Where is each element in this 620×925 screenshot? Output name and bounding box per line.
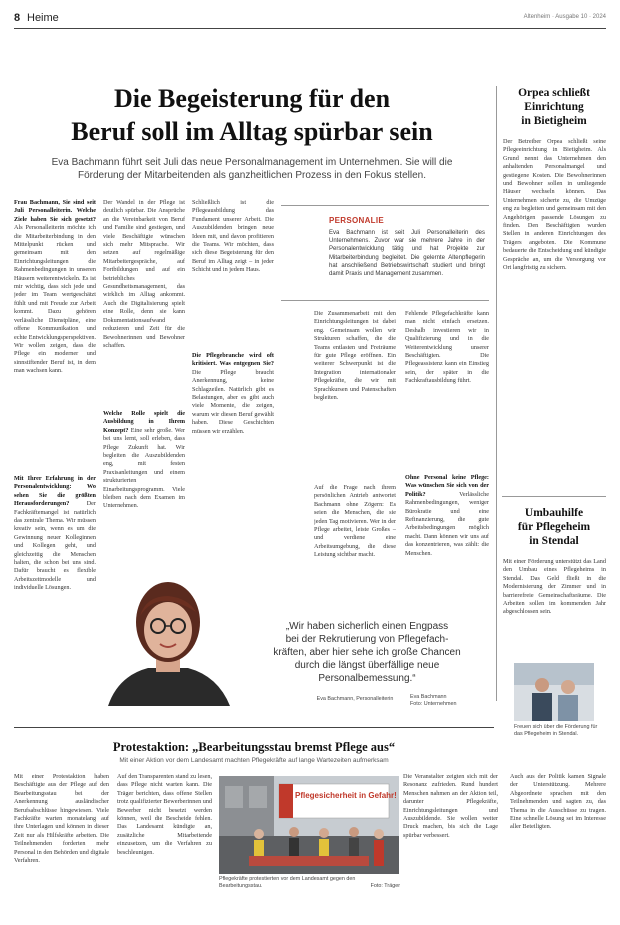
title-line: Umbauhilfe (524, 507, 584, 519)
article-text: Auf die Frage nach ihrem persönlichen Antrieb antwortet Bachmann ohne Zögern: Es seien die Menschen, die sie jeden Tag motivieren. Wer in der Pflege arbeitet, leiste Großes – und verdiene eine Arbeitsumgebung, die diese Leistung sichtbar macht. (314, 484, 396, 559)
protest-photo (219, 776, 399, 874)
portrait-credit: Foto: Unternehmen (410, 701, 457, 707)
protest-photo-credit: Foto: Träger (370, 883, 400, 889)
interview-answer: Als Personalleiterin möchte ich die Mitarbeiterbindung in den Mittelpunkt rücken und gemeinsam mit den Einrichtungsleitungen die Rahmenbedingungen in unseren Häusern weiterentwickeln. Es ist mir wichtig, dass sich jede und jeder im Team wertgeschätzt fühlt und mit Freude zur Arbeit kommt. Dazu gehören verlässliche Dienstpläne, eine offene Kommunikation und echte Entwicklungsperspektiven. Wir wollen zeigen, dass die Pflege ein moderner und sinnstiftender Beruf ist, in dem man wachsen kann. (14, 224, 96, 375)
protest-image (219, 776, 399, 874)
quote-attribution: Eva Bachmann, Personalleiterin (316, 696, 394, 702)
protest-photo-caption: Pflegekräfte protestierten vor dem Landesamt gegen den Bearbeitungsstau. (219, 876, 356, 889)
sidebar-photo-caption: Freuen sich über die Förderung für das Pflegeheim in Stendal. (514, 724, 598, 737)
quote-line: kräften, aber hier sehe ich große Chancen (273, 647, 461, 658)
headline-line-2: Beruf soll im Alltag spürbar sein (71, 117, 433, 146)
bottom-headline: Protestaktion: „Bearbeitungsstau bremst Pflege aus“ (112, 740, 396, 754)
portrait-caption (410, 694, 490, 708)
bottom-column-1: Mit einer Protestaktion haben Beschäftigte aus der Pflege auf den Bearbeitungsstau bei der Anerkennung ausländischer Berufsabschlüsse hingewiesen. Viele Fachkräfte warten monatelang auf ihre Unterlagen und können in dieser Zeit nur als Hilfskräfte arbeiten. Die Teilnehmenden forderten mehr Personal in den Behörden und digitale Verfahren. (14, 773, 109, 865)
bottom-column-3: Die Veranstalter zeigten sich mit der Resonanz zufrieden. Rund hundert Menschen nahmen an der Aktion teil, darunter Pflegekräfte, Einrichtungsleitungen und Auszubildende. Sie wollen weiter Druck machen, bis sich die Lage spürbar verbessert. (403, 773, 498, 839)
article-column-3b (192, 352, 274, 572)
sidebar-story-1-title (502, 86, 606, 128)
title-line: Orpea schließt (518, 87, 590, 99)
interview-answer: Die Pflege braucht Anerkennung, keine Schlagzeilen. Natürlich gibt es Belastungen, aber es gibt auch viele Momente, die zeigen, warum wir diesen Beruf gewählt haben. Diese Geschichten müssen wir erzählen. (192, 368, 274, 435)
section-name: Heime (27, 12, 59, 24)
personalie-heading: PERSONALIE (329, 216, 385, 225)
sidebar-story-1-body: Der Betreiber Orpea schließt seine Pflegeeinrichtung in Bietigheim. Als Grund nennt das Unternehmen den anhaltenden Personalmangel und gestiegene Kosten. Die Bewohnerinnen und Bewohner sollen in umliegende Häuser wechseln können. Das Unternehmen sicherte zu, die Umzüge eng zu begleiten und gemeinsam mit den Angehörigen passende Lösungen zu finden. Den Beschäftigten wurden Stellen in anderen Einrichtungen des Trägers angeboten. Die Kommune bedauerte die Entscheidung und kündigte Gespräche an, um die Versorgung vor Ort langfristig zu sichern. (503, 138, 606, 272)
interview-answer: Eine sehr große. Wer bei uns lernt, soll erleben, dass Pflege Zukunft hat. Wir begleiten die Auszubildenden eng, mit festen Praxisanleitungen und einem strukturierten Einarbeitungsprogramm. Viele bleiben nach dem Examen im Unternehmen. (103, 426, 185, 510)
personalie-text: Eva Bachmann ist seit Juli Personalleiterin des Unternehmens. Zuvor war sie mehrere Jahre in der Personalentwicklung tätig und hat Projekte zur Mitarbeiterbindung begleitet. Die gelernte Altenpflegerin hat anschließend Betriebswirtschaft studiert und bringt damit Praxis und Management zusammen. (329, 230, 485, 278)
page-number: 8 (14, 12, 21, 24)
article-text: Der Wandel in der Pflege ist deutlich spürbar. Die Ansprüche an die Vereinbarkeit von Beruf und Familie sind gestiegen, und viele Beschäftigte wünschen sich mehr Mitsprache. Wir setzen auf regelmäßige Mitarbeitergespräche, auf Fortbildungen und auf ein betriebliches Gesundheitsmanagement, das wirklich im Alltag ankommt. Auch die Digitalisierung spielt eine Rolle, denn sie kann Dokumentationsaufwand reduzieren und Zeit für die Bewohnerinnen und Bewohner schaffen. (103, 199, 185, 349)
headline-line-1: Die Begeisterung für den (113, 84, 391, 113)
article-column-1b (14, 475, 96, 693)
quote-line: bei der Rekrutierung von Pflegefach- (285, 634, 449, 645)
sidebar-image (514, 663, 594, 721)
portrait-image (98, 566, 238, 706)
article-column-4b (314, 484, 396, 584)
interview-answer: Verlässliche Rahmenbedingungen, weniger Bürokratie und eine Refinanzierung, die gute Arbeitsbedingungen möglich macht. Dann können wir uns auf das konzentrieren, was zählt: die Menschen. (405, 490, 489, 557)
header-rule (14, 28, 606, 29)
header-info: Altenheim · Ausgabe 10 · 2024 (523, 14, 606, 20)
standfirst-line-2: Förderung der Mitarbeitenden als ganzheitlichen Prozess in den Fokus stellen. (78, 170, 426, 181)
article-column-2 (103, 199, 185, 409)
interview-question: Die Pflegebranche wird oft kritisiert. Was entgegnen Sie? (192, 352, 274, 368)
bottom-column-2: Auf den Transparenten stand zu lesen, dass Pflege nicht warten kann. Die Träger berichten, dass offene Stellen trotz qualifizierter Bewerberinnen und Bewerber nicht besetzt werden können, weil die Bescheide fehlen. Das Landesamt kündigte an, zusätzliche Mitarbeitende einzusetzen, um die Verfahren zu beschleunigen. (117, 773, 212, 856)
title-line: in Stendal (529, 535, 579, 547)
headline (14, 82, 490, 148)
sidebar-story-2-title (502, 506, 606, 548)
banner-text: Pflegesicherheit in Gefahr! (295, 791, 397, 800)
article-text: Die Zusammenarbeit mit den Einrichtungsleitungen ist dabei eng. Gemeinsam wollen wir Strukturen schaffen, die die Teams entlasten und Freiräume für gute Pflege eröffnen. Ein weiterer Schwerpunkt ist die Integration internationaler Pflegekräfte, die wir mit Sprachkursen und Patenschaften begleiten. (314, 310, 396, 402)
quote-line: Personalbemessung.“ (318, 673, 416, 684)
portrait-caption-name: Eva Bachmann (410, 694, 447, 700)
standfirst-line-1: Eva Bachmann führt seit Juli das neue Personalmanagement im Unternehmen. Sie will die (51, 157, 453, 168)
quote-line: durch die längst überfällige neue (294, 660, 440, 671)
article-column-1 (14, 199, 96, 471)
title-line: Einrichtung (524, 101, 584, 113)
article-column-3 (192, 199, 274, 349)
bottom-section-rule (14, 727, 494, 728)
bottom-column-4: Auch aus der Politik kamen Signale der Unterstützung. Mehrere Abgeordnete sprachen mit den Teilnehmenden und sagten zu, das Thema in die Ausschüsse zu tragen. Eine schnelle Lösung sei im Interesse aller Beteiligten. (510, 773, 606, 831)
article-column-5 (405, 310, 489, 470)
interview-answer: Der Fachkräftemangel ist natürlich das zentrale Thema. Wir müssen kreativ sein, wenn es um die Gewinnung neuer Kolleginnen und Kollegen geht, und gleichzeitig die Menschen halten, die schon bei uns sind. Dafür braucht es flexible Arbeitszeitmodelle und individuelle Lösungen. (14, 500, 96, 592)
interview-question: Ohne Personal keine Pflege: Was wünschen Sie sich von der Politik? (405, 474, 489, 498)
article-column-2b (103, 410, 185, 570)
title-line: in Bietigheim (521, 115, 587, 127)
sidebar-photo (514, 663, 594, 721)
interview-question: Mit Ihrer Erfahrung in der Personalentwicklung: Wo sehen Sie die größten Herausforderungen? (14, 475, 96, 508)
interview-question: Welche Rolle spielt die Ausbildung in Ihrem Konzept? (103, 410, 185, 434)
personalie-box (281, 205, 489, 301)
sidebar-story-2-body: Mit einer Förderung unterstützt das Land den Umbau eines Pflegeheims in Stendal. Das Geld fließt in die Modernisierung der Zimmer und in barrierefreie Gemeinschaftsräume. Die Arbeiten sollen im kommenden Jahr abgeschlossen sein. (503, 558, 606, 616)
article-text: Schließlich ist die Pflegeausbildung das Fundament unserer Arbeit. Die Auszubildenden bringen neue Ideen mit, und davon profitieren die Teams. Wir möchten, dass sich diese Begeisterung für den Beruf im Alltag zeigt – in jeder Schicht und in jedem Haus. (192, 199, 274, 274)
bottom-subhead: Mit einer Aktion vor dem Landesamt machten Pflegekräfte auf lange Wartezeiten aufmerksam (119, 757, 389, 764)
standfirst (14, 156, 490, 182)
article-column-4 (314, 310, 396, 480)
quote-line: „Wir haben sicherlich einen Engpass (285, 621, 449, 632)
portrait-photo (98, 566, 238, 706)
pull-quote (244, 620, 490, 685)
article-column-5b (405, 474, 489, 614)
title-line: für Pflegeheim (517, 521, 591, 533)
sidebar-divider (496, 86, 497, 701)
interview-question: Frau Bachmann, Sie sind seit Juli Personalleiterin. Welche Ziele haben Sie sich gesetzt? (14, 199, 96, 223)
sidebar-rule (502, 496, 606, 497)
article-text: Fehlende Pflegefachkräfte kann man nicht einfach ersetzen. Deshalb investieren wir in Qualifizierung und in die Weiterentwicklung unserer Beschäftigten. Die Pflegeassistenz kann ein Einstieg sein, der später in die Fachkraftausbildung führt. (405, 310, 489, 385)
